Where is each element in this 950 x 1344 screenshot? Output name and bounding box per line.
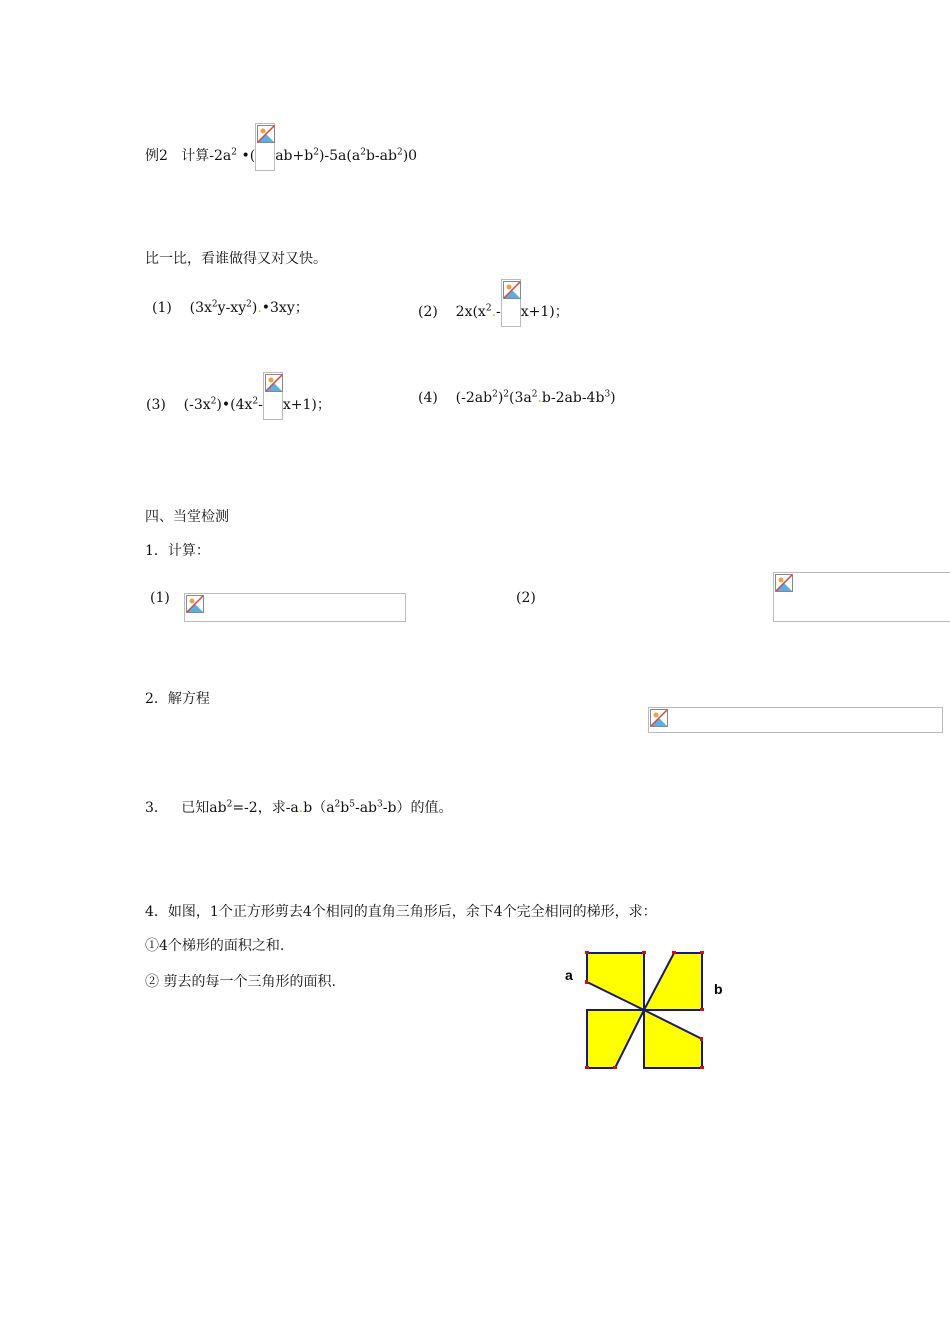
broken-image-icon (650, 709, 668, 727)
format-mark: . (298, 800, 304, 816)
exponent: 3 (377, 799, 383, 810)
compare-title: 比一比，看谁做得又对又快。 (145, 251, 327, 267)
expr-text: - (258, 397, 263, 413)
exponent: 2 (211, 299, 218, 310)
exponent: 2 (531, 389, 538, 400)
expr-text: •3xy； (261, 300, 309, 316)
problem-number: (3) (146, 397, 166, 413)
exponent: 2 (231, 147, 237, 158)
exponent: 2 (210, 396, 217, 407)
expr-text: )-5a(a (318, 148, 361, 164)
exponent: 5 (349, 799, 355, 810)
exponent: 2 (252, 396, 259, 407)
label-b: b (714, 981, 723, 997)
question-4-part-1: ①4个梯形的面积之和. (145, 938, 285, 954)
expr-text: (3x (189, 300, 212, 316)
expr-text: •( (241, 148, 256, 164)
broken-image-placeholder (773, 572, 950, 622)
expr-text: 计算-2a (181, 148, 232, 164)
exponent: 2 (360, 147, 366, 158)
expr-text: b-2ab-4b (541, 390, 605, 406)
broken-image-placeholder (648, 707, 943, 733)
expr-text: =-2，求-a (232, 800, 299, 816)
format-mark: . (257, 300, 262, 316)
exponent: 2 (334, 799, 341, 810)
question-1-sub-1: (1) (150, 590, 170, 606)
exponent: 2 (313, 147, 319, 158)
problem-1 (152, 297, 309, 317)
problem-2 (418, 297, 569, 327)
expr-text: b-ab (365, 148, 397, 164)
broken-image-placeholder (263, 372, 283, 420)
exponent: 2 (503, 389, 510, 400)
exponent: 2 (485, 303, 492, 314)
question-number: 3． (145, 800, 168, 816)
format-mark: . (491, 304, 497, 320)
question-4-part-2: ② 剪去的每一个三角形的面积. (145, 974, 336, 990)
trapezoid-bottom-left (587, 1010, 644, 1068)
problem-number: (4) (418, 390, 438, 406)
exponent: 2 (396, 147, 403, 158)
example-label: 例2 (145, 148, 168, 164)
expr-text: 已知ab (181, 800, 227, 816)
problem-4 (418, 390, 616, 406)
expr-text: (-2ab (455, 390, 493, 406)
trapezoid-top-left (587, 953, 644, 1010)
expr-text: - (496, 304, 501, 320)
label-a: a (565, 967, 573, 983)
broken-image-placeholder (255, 123, 275, 171)
question-1-sub-2: (2) (516, 590, 536, 606)
trapezoid-bottom-right (644, 1010, 702, 1068)
question-1-label: 1．计算： (145, 543, 210, 559)
example-2-line (145, 141, 417, 171)
broken-image-placeholder (501, 279, 521, 327)
format-mark: . (537, 390, 542, 406)
expr-text: )0 (402, 148, 418, 164)
expr-text: b（a (303, 800, 335, 816)
exponent: 2 (246, 299, 252, 310)
section-4-title: 四、当堂检测 (145, 509, 229, 525)
broken-image-icon (186, 595, 204, 613)
exponent: 2 (226, 799, 233, 810)
problem-3 (146, 390, 331, 420)
question-3 (145, 797, 452, 817)
broken-image-icon (775, 574, 793, 592)
problem-number: (1) (152, 300, 172, 316)
expr-text: x+1)； (520, 304, 569, 320)
broken-image-icon (265, 374, 283, 392)
trapezoid-top-right (644, 953, 702, 1010)
question-4-text: 4．如图，1个正方形剪去4个相同的直角三角形后，余下4个完全相同的梯形，求： (145, 904, 657, 920)
expr-text: x+1)； (282, 397, 331, 413)
expr-text: b (340, 800, 350, 816)
broken-image-icon (257, 125, 275, 143)
expr-text: 2x(x (455, 304, 486, 320)
broken-image-placeholder (184, 593, 406, 622)
expr-text: -b）的值。 (382, 800, 453, 816)
question-2-label: 2．解方程 (145, 691, 210, 707)
expr-text: -ab (354, 800, 378, 816)
expr-text: (-3x (183, 397, 211, 413)
broken-image-icon (503, 281, 521, 299)
problem-number: (2) (418, 304, 438, 320)
expr-text: (3a (509, 390, 532, 406)
expr-text: ) (610, 390, 616, 406)
expr-text: y-xy (217, 300, 247, 316)
exponent: 3 (604, 389, 611, 400)
exponent: 2 (492, 389, 498, 400)
expr-text: ab+b (275, 148, 314, 164)
pinwheel-figure (555, 945, 735, 1075)
expr-text: ) (497, 390, 504, 406)
expr-text: ) (251, 300, 258, 316)
expr-text: )•(4x (216, 397, 253, 413)
